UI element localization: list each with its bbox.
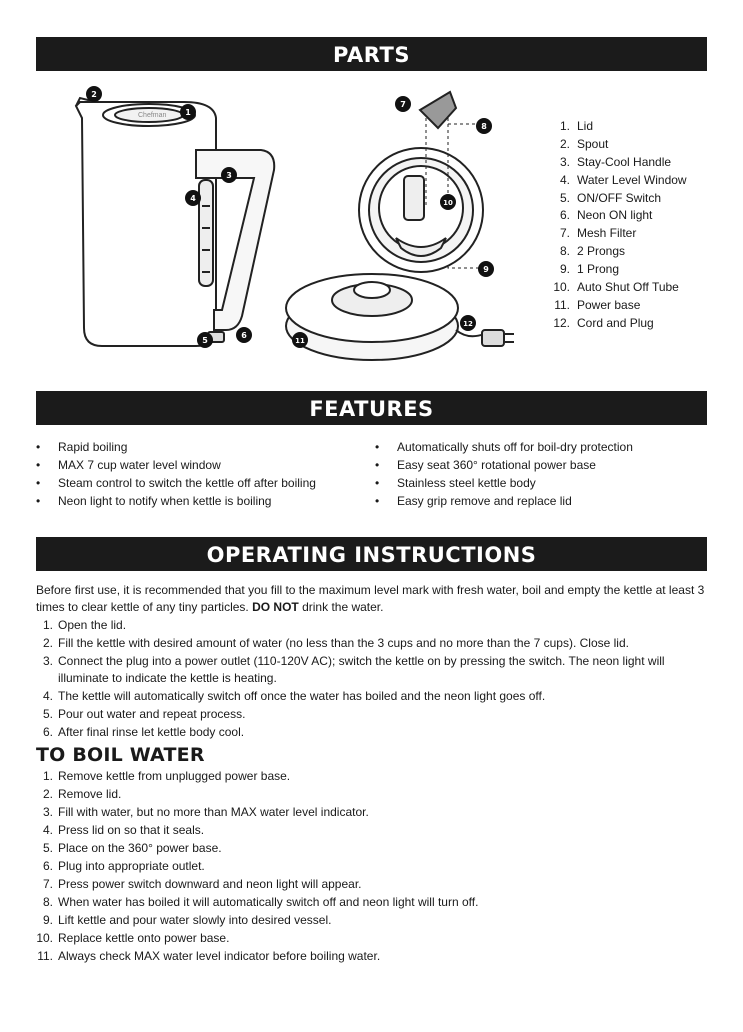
svg-text:9: 9 <box>483 265 489 274</box>
svg-text:1: 1 <box>185 108 191 117</box>
mesh-filter-shape <box>420 92 456 128</box>
boil-water-heading: TO BOIL WATER <box>36 744 205 766</box>
feature-item: • Easy grip remove and replace lid <box>375 494 572 508</box>
parts-item: 3. Stay-Cool Handle <box>559 154 672 169</box>
power-base-illustration <box>286 274 514 360</box>
feature-item: • Automatically shuts off for boil-dry protection <box>375 440 633 454</box>
step-item: 2. Fill the kettle with desired amount of water (no less than the 3 cups and no more than the 7 cups). Close lid. <box>42 636 629 650</box>
svg-text:2: 2 <box>91 90 97 99</box>
callout-2 <box>86 86 102 102</box>
water-window-shape <box>199 180 213 286</box>
parts-item: 8. 2 Prongs <box>559 244 626 259</box>
callout-9 <box>478 261 494 277</box>
step-item: 8. When water has boiled it will automatically switch off and neon light will turn off. <box>42 895 479 909</box>
parts-item: 9. 1 Prong <box>559 262 620 277</box>
svg-text:6: 6 <box>241 331 247 340</box>
kettle-top-view <box>359 92 483 272</box>
parts-item: 11. Power base <box>554 297 641 312</box>
callout-5 <box>197 332 213 348</box>
step-item: 7. Press power switch downward and neon light will appear. <box>42 877 362 891</box>
step-item: 4. Press lid on so that it seals. <box>42 823 205 837</box>
callout-4 <box>185 190 201 206</box>
parts-banner: PARTS <box>36 37 707 71</box>
parts-item: 12. Cord and Plug <box>553 315 654 330</box>
callout-1 <box>180 104 196 120</box>
do-not-emphasis: DO NOT <box>252 599 299 614</box>
step-item: 3. Connect the plug into a power outlet (110-120V AC); switch the kettle on by pressing the switch. The neon light will illuminate to indicate the kettle is heating. <box>42 654 665 685</box>
features-right-list <box>375 438 633 510</box>
parts-item: 6. Neon ON light <box>559 208 653 223</box>
feature-item: • Easy seat 360° rotational power base <box>375 458 596 472</box>
operating-banner: OPERATING INSTRUCTIONS <box>36 537 707 571</box>
step-item: 3. Fill with water, but no more than MAX water level indicator. <box>42 805 369 819</box>
parts-item: 1. Lid <box>559 119 594 133</box>
feature-item: • Steam control to switch the kettle off after boiling <box>36 476 316 490</box>
feature-item: • Neon light to notify when kettle is boiling <box>36 494 272 508</box>
parts-item: 5. ON/OFF Switch <box>559 190 662 205</box>
intro-paragraph: Before first use, it is recommended that you fill to the maximum level mark with fresh water, boil and empty the kettle at least 3 times to clear kettle of any tiny particles. DO NOT drink the water. <box>36 583 705 614</box>
callout-10 <box>440 194 456 210</box>
parts-item: 4. Water Level Window <box>559 172 687 187</box>
feature-item: • Stainless steel kettle body <box>375 476 536 490</box>
svg-text:8: 8 <box>481 122 487 131</box>
svg-text:4: 4 <box>190 194 196 203</box>
svg-text:3: 3 <box>226 171 232 180</box>
svg-text:10: 10 <box>443 199 453 207</box>
parts-item: 2. Spout <box>559 136 609 151</box>
svg-text:12: 12 <box>463 320 473 328</box>
feature-item: • Rapid boiling <box>36 440 128 454</box>
parts-diagram <box>36 78 536 378</box>
step-item: 5. Place on the 360° power base. <box>42 841 222 855</box>
step-item: 6. Plug into appropriate outlet. <box>42 859 205 873</box>
step-item: 1. Open the lid. <box>42 618 127 632</box>
callout-6 <box>236 327 252 343</box>
parts-item: 7. Mesh Filter <box>559 226 637 241</box>
callout-12 <box>460 315 476 331</box>
kettle-illustration <box>76 98 274 346</box>
features-banner: FEATURES <box>36 391 707 425</box>
svg-text:7: 7 <box>400 100 406 109</box>
step-item: 11. Always check MAX water level indicator before boiling water. <box>37 949 381 963</box>
parts-list <box>540 118 687 333</box>
parts-item: 10. Auto Shut Off Tube <box>553 280 679 295</box>
callout-11 <box>292 332 308 348</box>
svg-text:11: 11 <box>295 337 305 345</box>
features-left-list <box>36 438 316 510</box>
step-item: 9. Lift kettle and pour water slowly into desired vessel. <box>42 913 332 927</box>
callout-7 <box>395 96 411 112</box>
operating-steps <box>36 617 711 742</box>
feature-item: • MAX 7 cup water level window <box>36 458 221 472</box>
step-item: 6. After final rinse let kettle body cool. <box>42 724 245 739</box>
step-item: 2. Remove lid. <box>42 787 122 801</box>
svg-text:5: 5 <box>202 336 208 345</box>
step-item: 4. The kettle will automatically switch off once the water has boiled and the neon light goes off. <box>42 688 546 703</box>
boil-steps <box>36 768 711 966</box>
step-item: 5. Pour out water and repeat process. <box>42 706 246 721</box>
callout-8 <box>476 118 492 134</box>
step-item: 10. Replace kettle onto power base. <box>36 931 230 945</box>
step-item: 1. Remove kettle from unplugged power base. <box>42 769 291 783</box>
kettle-brand: Chefman <box>138 112 167 119</box>
plug-shape <box>482 330 504 346</box>
callout-3 <box>221 167 237 183</box>
